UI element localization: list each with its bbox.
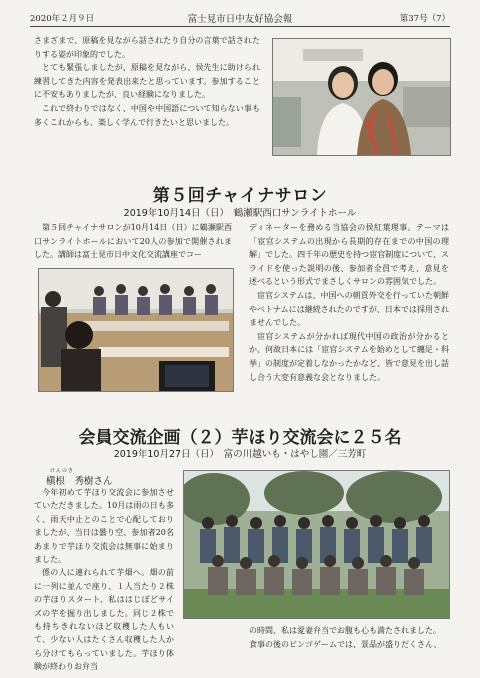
speech-contest-photo (272, 38, 451, 156)
paragraph: これで終わりではなく、中国や中国語について知らない事も多くこれからも、楽しく学んで行きたいと思いました。 (34, 103, 260, 127)
paragraph: さまざまで、原稿を見ながら話されたり自分の言葉で話されたりする姿が印象的でした。 (34, 36, 260, 59)
paragraph: ディネーターを務める当協会の侯紅葉理事。テーマは「宦官システムの出現から長期的存在までの中国の理解」でした。四千年の歴史を持つ宦官制度について、スライドを使った説明の後、参加者全員で考え、意見を述べるという形式でまさしくサロンの雰囲気でした。 (249, 223, 449, 287)
exchange-title: 会員交流企画（２）芋ほり交流会に２５名 (78, 428, 402, 448)
paragraph: の時間、私は愛妻弁当でお腹も心も満たされました。 (249, 626, 441, 635)
author-name: 槇根 秀樹さん (46, 476, 113, 487)
paragraph: 食事の後のビンゴゲームでは、景品が盛りだくさん、 (249, 639, 442, 649)
exchange-subtitle: 2019年10月27日（日） 富の川越いも・はやし園／三芳町 (113, 449, 367, 460)
paragraph: 係の人に連れられて芋畑へ。畑の前に一列に並んで座り、１人当たり２株の芋ほりスタート、私ははじぼどサイズの芋を掘り出しました。同じ２株でも持ちきれないほど収穫した人もいて、少ない人はたくさん収穫した人から分けてもらっていました。芋ほり体験が終わりお弁当 (34, 568, 174, 672)
salon-col1-text (34, 221, 232, 262)
salon-photo (38, 268, 234, 392)
paragraph: 第５回チャイナサロンが10月14日（日）に鶴瀬駅西口サンライトホールにおいて20人の参加で開催されました。講師は富士見市日中文化交流講座でコー (34, 223, 232, 260)
paragraph: 今年初めて芋ほり交流会に参加させていただきました。10月は雨の日も多く、雨天中止とのことで心配しておりましたが、当日は曇り空、参加者20名あまりで芋ほり交流会は無事に始まりました。 (34, 488, 174, 565)
newsletter-title: 富士見市日中友好協会報 (187, 14, 293, 25)
group-photo (183, 470, 450, 619)
page-header (30, 10, 450, 26)
author-byline (46, 468, 113, 487)
issue-number: 第37号（7） (399, 14, 450, 24)
salon-title: 第５回チャイナサロン (152, 186, 328, 206)
top-article-text (34, 34, 260, 129)
salon-col2-text (249, 221, 449, 384)
paragraph: とても緊張しましたが、原稿を見ながら、侯先生に助けられ練習してきた内容を発表出来たと思っています。参加することに不安もありましたが、良い経験になりました。 (34, 63, 260, 100)
paragraph: 宦官システムが分かれば現代中国の政治が分かるとか、何故日本には「宦官システムを始めとして纏足・科挙」の制度が定着しなかったかなど、皆で意見を出し話し合う大変有意義な会となりました。 (249, 331, 449, 382)
issue-date: 2020年２月９日 (30, 14, 95, 24)
author-ruby: けんのき (50, 468, 75, 474)
exchange-col1-text (34, 486, 174, 674)
header-rule (30, 26, 450, 27)
exchange-col2-text (249, 624, 449, 651)
salon-subtitle: 2019年10月14日（日） 鶴瀬駅西口サンライトホール (123, 208, 357, 219)
paragraph: 宦官システムは、中国への朝貢外交を行っていた朝鮮やベトナムには継続されたのですが、日本では採用されませんでした。 (249, 290, 449, 328)
